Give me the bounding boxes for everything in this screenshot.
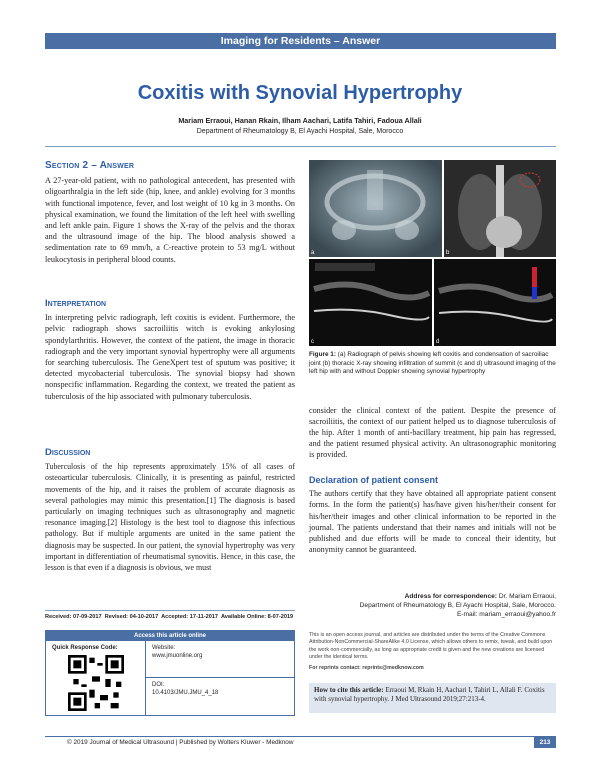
consent-heading: Declaration of patient consent <box>309 475 439 485</box>
reprints-contact[interactable]: For reprints contact: reprints@medknow.com <box>309 664 424 671</box>
interpretation-heading: Interpretation <box>45 298 107 309</box>
access-online-box <box>45 630 295 716</box>
qr-cell <box>46 641 146 715</box>
qr-label: Quick Response Code: <box>52 645 118 651</box>
hip-ultrasound-image <box>309 259 432 346</box>
article-title: Coxitis with Synovial Hypertrophy <box>137 82 463 104</box>
correspondence-name: Dr. Mariam Erraoui, <box>498 593 556 600</box>
consent-block <box>309 475 556 555</box>
consent-paragraph: The authors certify that they have obtained all appropriate patient consent forms. In the form the patient(s) has/have given his/her/their consent for his/her/their images and other clinical information to be reported in the journal. The patients understand that their names and initials will not be published and due efforts will be made to conceal their identity, but anonymity cannot be guaranteed. <box>309 489 556 555</box>
thorax-xray-image <box>444 160 556 257</box>
panel-label-b: b <box>446 250 450 256</box>
caption-label: Figure 1: <box>309 351 336 358</box>
discussion-block <box>45 447 295 573</box>
access-heading: Access this article online <box>46 631 294 641</box>
website-link[interactable]: www.jmuonline.org <box>152 653 203 659</box>
correspondence-address: Department of Rheumatology B, El Ayachi Hospital, Sale, Morocco. <box>359 602 556 610</box>
interpretation-paragraph: In interpreting pelvic radiograph, left coxitis is evident. Furthermore, the pelvic radiograph shows sacroiliitis witch is evoking ankylosing spondylarthritis. However, the context of the patient, the image in thoracic radiograph and the very important synovial hypertrophy were all arguments for searching tuberculosis. The GeneXpert test of sputum was positive; it detected mycobacterial tuberculosis. The synovial biopsy had shown nonspecific inflammation. Regarding the context, we treated the patient as tuberculosis of the hip associated with pulmonary tuberculosis. <box>45 313 295 401</box>
doi-link[interactable]: 10.4103/JMU.JMU_4_18 <box>152 690 219 696</box>
answer-paragraph: A 27-year-old patient, with no pathological antecedent, has presented with oligoarthralgia in the left side (hip, knee, and ankle) evolving for 3 months with functional impotence, fever, and lost weight of 10 kg in 3 months. On physical examination, we found the limitation of the left heel with swelling and left ankle pain. Figure 1 shows the X-ray of the pelvis and the thorax and the ultrasound image of the hip. The blood analysis showed a sedimentation rate to 69 mm/h, a C-reactive protein to 53 mg/L without leukocytosis in peripheral blood counts. <box>45 176 295 264</box>
author-list: Mariam Erraoui, Hanan Rkain, Ilham Aachari, Latifa Tahiri, Fadoua Allali <box>178 116 422 125</box>
section-heading: Section 2 – Answer <box>45 160 135 171</box>
correspondence-label: Address for correspondence: <box>404 593 497 600</box>
figure-caption <box>309 351 556 377</box>
figure-1 <box>309 160 556 346</box>
website-cell <box>146 641 294 678</box>
page-number: 213 <box>534 737 556 748</box>
page-footer <box>45 736 556 748</box>
doppler-ultrasound-image <box>434 259 556 346</box>
citation-label: How to cite this article: <box>314 686 384 694</box>
citation-box <box>309 683 556 713</box>
website-label: Website: <box>152 645 176 651</box>
date-accepted: Accepted: 17-11-2017 <box>161 614 219 620</box>
correspondence-box <box>300 592 556 620</box>
continued-paragraph: consider the clinical context of the patient. Despite the presence of sacroiliitis, the context of our patient helped us to diagnose tuberculosis of the hip. After 1 month of anti-bacillary treatment, hip pain has regressed, and the patient resumed physical activity. An ultrasonographic monitoring is provided. <box>309 406 556 459</box>
panel-label-d: d <box>436 339 440 345</box>
affiliation: Department of Rheumatology B, El Ayachi Hospital, Sale, Morocco <box>196 128 404 135</box>
panel-label-c: c <box>311 339 314 345</box>
qr-code-icon[interactable] <box>68 655 124 711</box>
caption-text: (a) Radiograph of pelvis showing left coxitis and condensation of sacroiliac joint (b) thoracic X-ray showing infiltration of summit (c and d) ultrasound imaging of the left hip with and without Doppler showing synovial hypertrophy <box>309 351 556 376</box>
doi-label: DOI: <box>152 682 165 688</box>
citation-text: Erraoui M, Rkain H, Aachari I, Tahiri L, Allali F. Coxitis with synovial hypertrophy. J Med Ultrasound 2019;27:213-4. <box>314 686 545 704</box>
correspondence-email[interactable]: E-mail: mariam_erraoui@yahoo.fr <box>456 611 556 619</box>
doi-cell <box>146 678 294 700</box>
discussion-paragraph: Tuberculosis of the hip represents approximately 15% of all cases of osteoarticular tuberculosis. Clinically, it is presenting as painful, restricted movements of the hip, and it raises the problem of accurate diagnosis as several pathologies may mimic this presentation.[1] The diagnosis is based particularly on imaging techniques such as ultrasonography and magnetic resonance imaging.[2] Histology is the best tool to diagnose this infectious pathology. But if multiple arguments are united in the same patient the diagnosis may be suspected. In our patient, the synovial hypertrophy was very important in differentiation of rheumatismal synovitis. Hence, in this case, the lesson is that even if a diagnosis is obvious, we must <box>45 462 295 573</box>
discussion-heading: Discussion <box>45 447 91 458</box>
access-details <box>146 641 294 715</box>
license-text: This is an open access journal, and articles are distributed under the terms of the Creative Commons Attribution-NonCommercial-ShareAlike 4.0 License, which allows others to remix, tweak, and build upon the work non-commercially, as long as appropriate credit is given and the new creations are licensed under the identical terms. <box>309 632 553 661</box>
pelvis-xray-image <box>309 160 442 257</box>
interpretation-block <box>45 298 295 402</box>
date-received: Received: 07-09-2017 <box>45 614 102 620</box>
header-divider <box>45 146 556 147</box>
license-notice <box>309 632 556 672</box>
dates-divider <box>45 610 295 611</box>
left-column <box>45 160 295 265</box>
right-column <box>309 405 556 460</box>
date-revised: Revised: 04-10-2017 <box>104 614 159 620</box>
footer-text: © 2019 Journal of Medical Ultrasound | Published by Wolters Kluwer - Medknow <box>67 739 294 746</box>
article-dates <box>45 614 295 620</box>
panel-label-a: a <box>311 250 315 256</box>
date-online: Available Online: 8-07-2019 <box>220 614 294 620</box>
section-banner: Imaging for Residents – Answer <box>45 33 556 49</box>
